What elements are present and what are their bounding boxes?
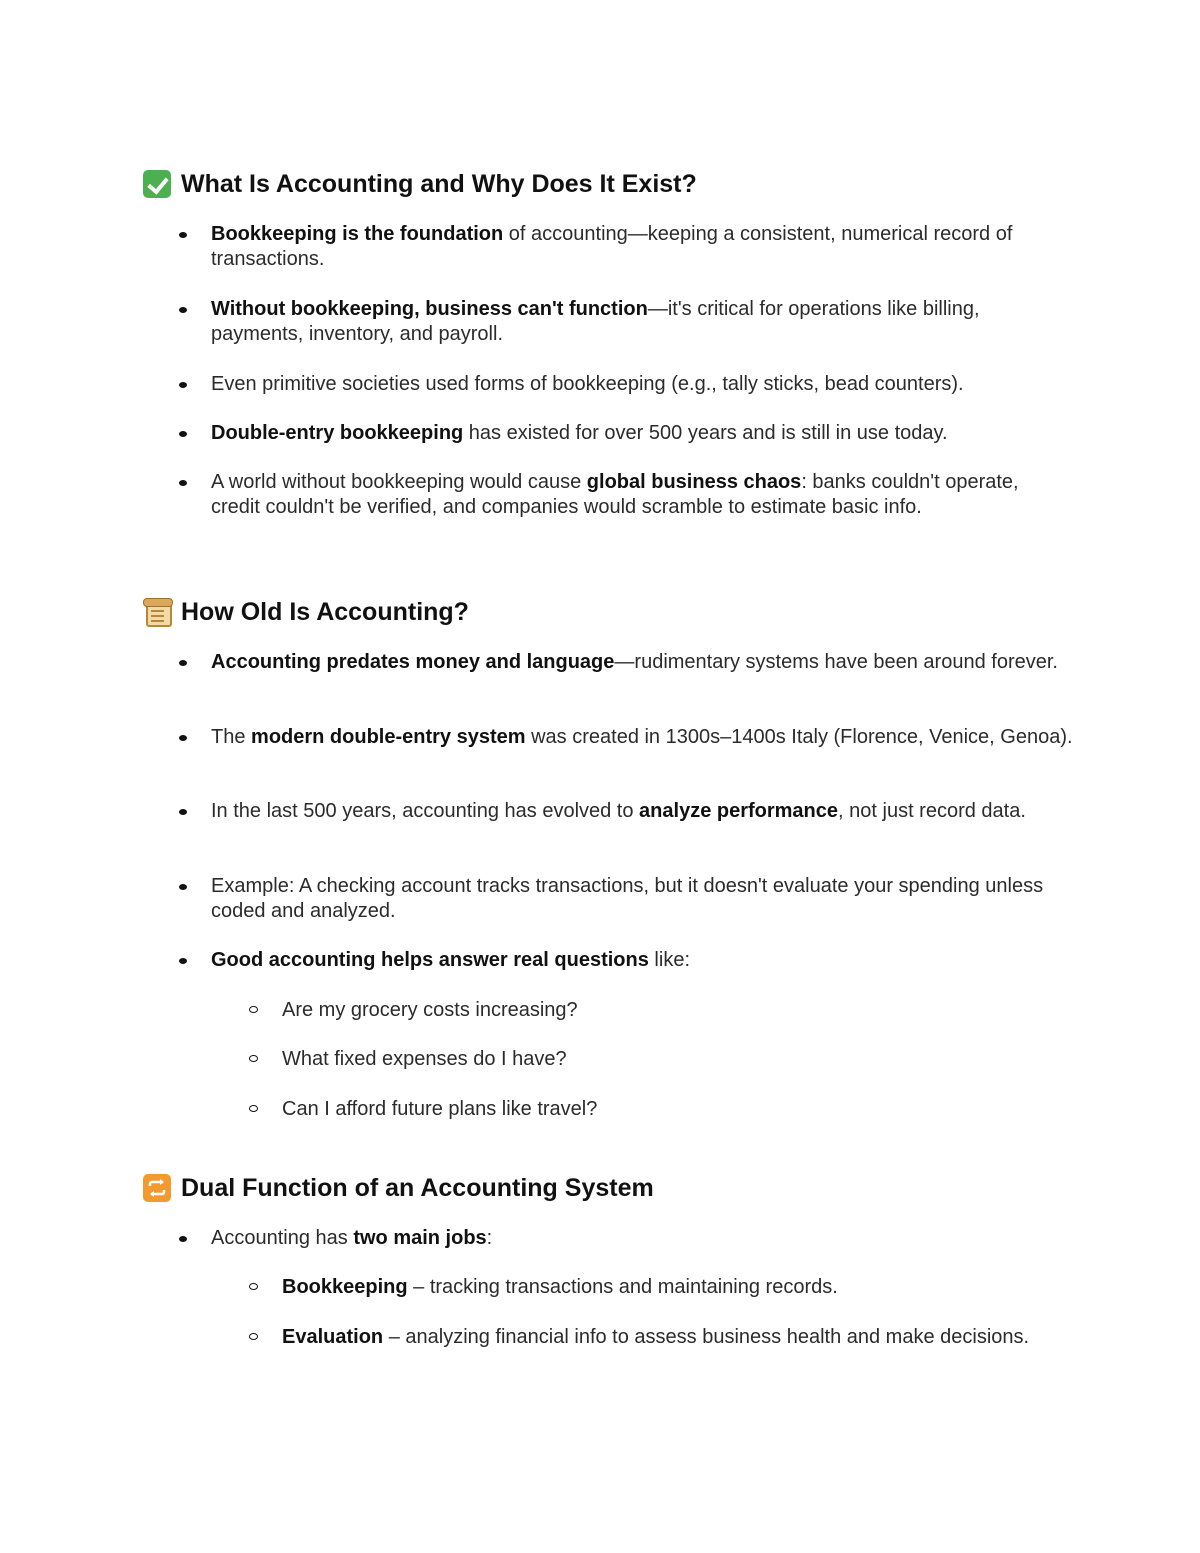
list-item: The modern double-entry system was created in 1300s–1400s Italy (Florence, Venice, Genoa). xyxy=(143,725,1073,750)
section-title: How Old Is Accounting? xyxy=(181,597,469,626)
bullet-icon xyxy=(179,1236,187,1242)
bullet-icon xyxy=(179,735,187,741)
bullet-icon xyxy=(179,480,187,486)
list-item: Double-entry bookkeeping has existed for over 500 years and is still in use today. xyxy=(143,421,1073,446)
sub-list-item: Evaluation – analyzing financial info to assess business health and make decisions. xyxy=(143,1325,1073,1350)
sub-bullet-icon xyxy=(249,1333,258,1340)
list-item: Accounting has two main jobs: xyxy=(143,1226,1073,1251)
list-item: In the last 500 years, accounting has evolved to analyze performance, not just record data. xyxy=(143,799,1073,824)
bullet-icon xyxy=(179,382,187,388)
bullet-icon xyxy=(179,884,187,890)
list-item: Bookkeeping is the foundation of accounting—keeping a consistent, numerical record of transactions. xyxy=(143,222,1073,272)
section-what-is-accounting xyxy=(143,166,1073,518)
section-how-old xyxy=(143,594,1073,1120)
sub-list-item: Bookkeeping – tracking transactions and maintaining records. xyxy=(143,1275,1073,1300)
section-heading xyxy=(143,1170,1073,1206)
section-heading xyxy=(143,594,1073,630)
list-item: Accounting predates money and language—rudimentary systems have been around forever. xyxy=(143,650,1073,675)
scroll-icon xyxy=(143,598,173,626)
sub-bullet-icon xyxy=(249,1055,258,1062)
bullet-icon xyxy=(179,958,187,964)
check-mark-icon xyxy=(143,170,173,198)
sub-bullet-icon xyxy=(249,1105,258,1112)
bullet-icon xyxy=(179,232,187,238)
list-item: A world without bookkeeping would cause global business chaos: banks couldn't operate, credit couldn't be verified, and companies would scramble to estimate basic info. xyxy=(143,470,1073,520)
section-heading xyxy=(143,166,1073,202)
sub-list-item: Are my grocery costs increasing? xyxy=(143,998,1073,1023)
list-item: Even primitive societies used forms of bookkeeping (e.g., tally sticks, bead counters). xyxy=(143,372,1073,397)
list-item: Without bookkeeping, business can't function—it's critical for operations like billing, payments, inventory, and payroll. xyxy=(143,297,1073,347)
section-title: What Is Accounting and Why Does It Exist? xyxy=(181,169,697,198)
sub-bullet-icon xyxy=(249,1283,258,1290)
sub-list-item: Can I afford future plans like travel? xyxy=(143,1097,1073,1122)
bullet-icon xyxy=(179,307,187,313)
bullet-icon xyxy=(179,660,187,666)
section-dual-function xyxy=(143,1170,1073,1348)
list-item: Good accounting helps answer real questions like: xyxy=(143,948,1073,973)
sub-list-item: What fixed expenses do I have? xyxy=(143,1047,1073,1072)
bullet-icon xyxy=(179,431,187,437)
bullet-icon xyxy=(179,809,187,815)
section-title: Dual Function of an Accounting System xyxy=(181,1173,654,1202)
repeat-icon xyxy=(143,1174,173,1202)
sub-bullet-icon xyxy=(249,1006,258,1013)
list-item: Example: A checking account tracks transactions, but it doesn't evaluate your spending unless coded and analyzed. xyxy=(143,874,1073,924)
